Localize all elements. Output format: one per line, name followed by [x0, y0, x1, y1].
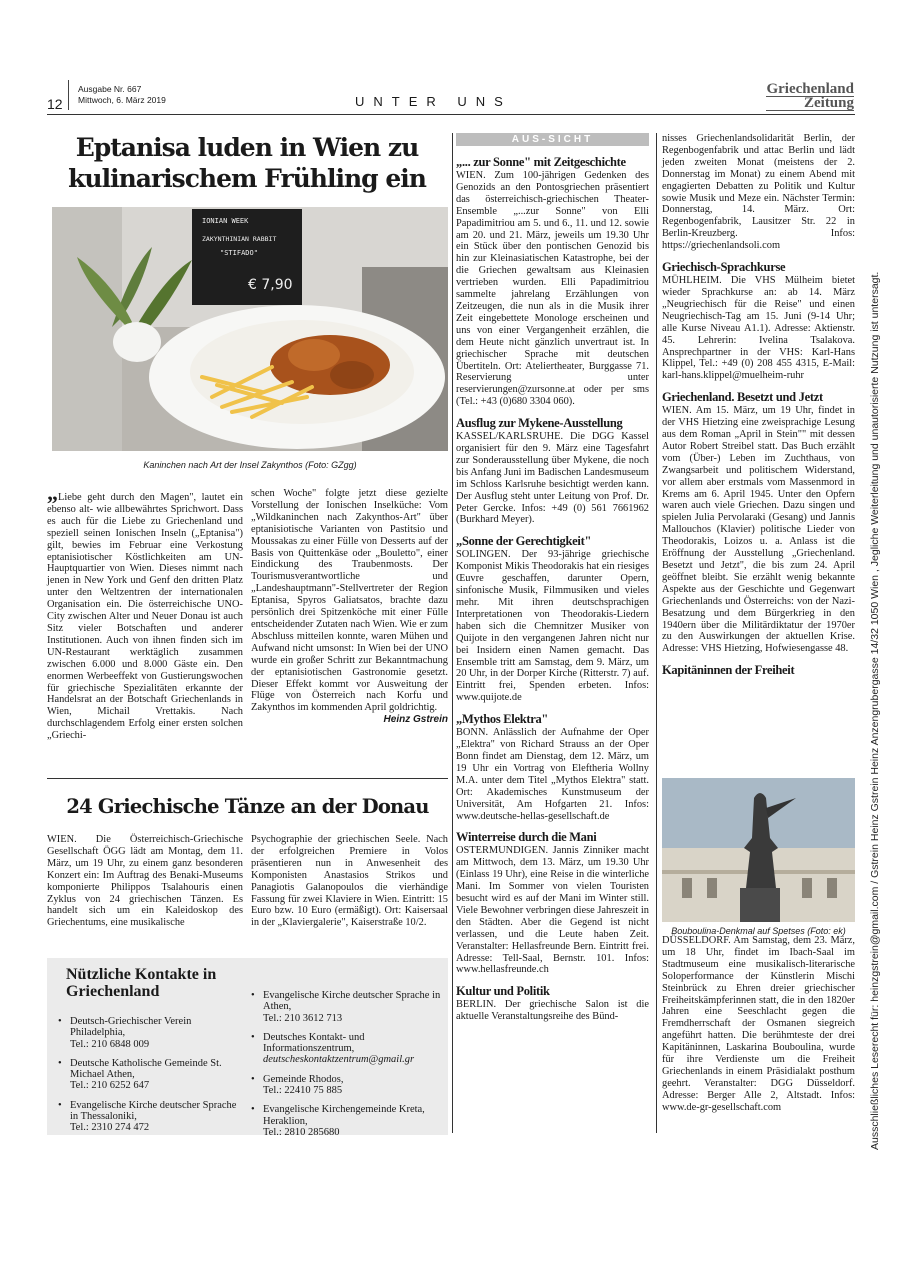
event-text: SOLINGEN. Der 93-jährige griechische Komponist Mikis Theodorakis hat ein riesiges Œuvre geschaffen, darunter Opern, sinfonische Musik, Filmmusiken und vieles mehr. Mit ihren deutschsprachigen Interpretationen von Theodorakis-Liedern haben sich die Chemnitzer Musiker von Quijote in den vergangenen Jahren nicht nur bei Insidern einen Namen gemacht. Das Ensemble tritt am Samstag, dem 9. März, um 20 Uhr, in der Dorper Kirche (Ritterstr. 7) auf. Eintritt frei, Spenden erbeten. Infos: www.quijote.de — [456, 549, 649, 704]
article1-column2 — [251, 488, 448, 725]
event-text: WIEN. Zum 100-jährigen Gedenken des Genozids an den Pontosgriechen präsentiert das österreichisch-griechischen Theater-Ensemble „...zur Sonne" von Elli Papadimitriou am 5. und 6., 11. und 12. sowie am 20. und 21. März, jeweils um 19.30 Uhr ein Stück über den pontischen Genozid bis hin zur Kleinasiatischen Katastrophe, bei der die Griechen gewaltsam aus Kleinasien vertrieben wurden. Elli Papadimitriou sammelte jahrelang Erzählungen von Zeitzeugen, die nun als in die Musik ihrer Zeit eingebettete Monologe erscheinen und uns von einer Vergangenheit erzählen, die dem Heute nicht gänzlich unvertraut ist. In griechischer Sprache mit deutschen Übertiteln. Ort: Ateliertheater, Burggasse 71. Reservierung unter reservierungen@zursonne.at oder per sms (Tel.: +43 (0)680 3304 060). — [456, 170, 649, 408]
event-title: „Sonne der Gerechtigkeit" — [456, 534, 592, 549]
contacts-right-list — [248, 982, 443, 1138]
logo-line1: Griechenland — [766, 81, 854, 97]
aussicht-column1 — [456, 156, 649, 1023]
opening-quote: „ — [47, 480, 58, 505]
svg-text:"STIFADO": "STIFADO" — [220, 249, 258, 257]
section-title: UNTER UNS — [355, 94, 512, 109]
contact-item: • Gemeinde Rhodos, Tel.: 22410 75 885 — [251, 1073, 344, 1097]
contact-item: • Deutsch-Griechischer Verein Philadelphia, Tel.: 210 6848 009 — [58, 1016, 192, 1050]
bouboulina-photo — [662, 778, 855, 922]
aussicht-label: AUS-SICHT — [456, 133, 649, 146]
contact-email[interactable]: deutscheskontaktzentrum@gmail.gr — [263, 1054, 415, 1066]
reader-license-note: Ausschließliches Leserecht für: heinzgstrein@gmail.com / Gstrein Heinz Gstrein Heinz Anzengrubergasse 14/32 1050 Wien , Jegliche Weiterleitung und unautorisierte Nutzung ist untersagt. — [869, 271, 881, 1150]
contacts-left-list — [55, 1008, 245, 1134]
contacts-title: Nützliche Kontakte in Griechenland — [66, 966, 217, 1000]
event-text: BONN. Anlässlich der Aufnahme der Oper „Elektra" von Richard Strauss an der Oper Bonn findet am Dienstag, dem 12. März, um 19 Uhr ein Vortrag von Eleftheria Wollny M.A. unter dem Titel „Mythos Elektra" statt. Ort: Akademisches Kunstmuseum der Universität, Am Hofgarten 21. Infos: www.deutsche-hellas-gesellschaft.de — [456, 727, 649, 822]
event-text: MÜHLHEIM. Die VHS Mülheim bietet wieder Sprachkurse an: ab 14. März „Neugriechisch für die Reise" und einen Neugriechisch-Tag am 15. Juni (9-14 Uhr; alle Kurse Niveau A1.1). Adresse: Aktienstr. 45. Lehrerin: Ivelina Tsalakova. Ansprechpartner in der VHS: Karl-Hans Klippel, Tel.: +49 (0) 208 455 4315, E-Mail: karl-hans.klippel@muelheim-ruhr — [662, 275, 855, 382]
column-divider — [656, 133, 657, 1133]
contact-item: • Evangelische Kirchengemeinde Kreta, Heraklion, Tel.: 2810 285680 — [251, 1104, 425, 1138]
issue-date: Mittwoch, 6. März 2019 — [78, 95, 166, 105]
event-text: nisses Griechenlandsolidarität Berlin, der Regenbogenfabrik und attac Berlin und lädt jeden zweiten Monat (meistens der 2. Donnerstag im Monat) zu einem Abend mit engagierten Debatten zu Politik und Kultur sowie Musik und Meze ein. Nächster Termin: Donnerstag, 14. März. Ort: Regenbogenfabrik, Lausitzer Str. 22 in Berlin-Kreuzberg. Infos: https://griechenlandsoli.com — [662, 133, 855, 252]
article1-title: Eptanisa luden in Wien zu kulinarischem Frühling ein — [68, 133, 426, 193]
event-text: OSTERMUNDIGEN. Jannis Zinniker macht am Mittwoch, dem 13. März, um 19.30 Uhr (Einlass 19 Uhr), eine Reise in die winterliche Mani. Im Sommer von vielen Touristen besucht wird es auf der Mani im Winter still. Viele Bewohner verbringen diese Jahreszeit in den Städten. Aber die Gegend ist nicht verlassen, und die Leute haben Zeit. Veranstalter: Hellasfreunde Bern. Eintritt frei. Adresse: Tell-Saal, Bernstr. 101. Infos: www.hellasfreunde.ch — [456, 845, 649, 976]
article1-author: Heinz Gstrein — [383, 714, 448, 726]
issue-info — [78, 84, 166, 106]
article1-photo-caption: Kaninchen nach Art der Insel Zakynthos (Foto: GZgg) — [143, 460, 357, 470]
article2-column1: WIEN. Die Österreichisch-Griechische Gesellschaft ÖGG lädt am Montag, dem 11. März, um 19 Uhr, zu einem ganz besonderen Konzert ein: Im Auftrag des Benaki-Museums komponierte Philippos Tsalahouris einen Zyklus von 24 griechischen Tänzen. Es handelt sich um ein Kaleidoskop des Griechentums, eine musikalische — [47, 834, 243, 929]
newspaper-logo — [766, 83, 854, 111]
event-title: Griechisch-Sprachkurse — [662, 260, 786, 275]
rabbit-dish-image — [52, 207, 448, 451]
contact-item: • Deutsches Kontakt- und Informationszentrum, deutscheskontaktzentrum@gmail.gr — [248, 1032, 443, 1066]
article1-col1-text: Liebe geht durch den Magen", lautet ein ebenso alt- wie allbewährtes Sprichwort. Dass es auch für die Liebe zu Griechenland und speziell seinen Ionischen Inseln („Eptanisa") gilt, bewies im Februar eine Verkostung eptanisiotischer Köstlichkeiten am UN-Hauptquartier von Wien. Dieses nimmt nach jenen in New York und Genf den dritten Platz unter den Weltzentren der internationalen Organisation ein. Die österreichische UNO-City zwischen Alter und Neuer Donau ist auch Sitz vieler Botschaften und anderer Institutionen. Auch von ihnen finden sich im UN-Restaurant werktäglich zusammen zwischen 6.000 und 8.000 Gäste ein. Den enormen Werbeeffekt von Gustierungswochen für griechische Spezialitäten erkannte der Handelsrat an der Botschaft Griechenlands in Wien, Michail Vrettakis. Nach durchschlagendem Erfolg einer ersten solchen „Griechi- — [47, 492, 243, 742]
svg-text:ZAKYNTHINIAN RABBIT: ZAKYNTHINIAN RABBIT — [202, 235, 277, 243]
page-number: 12 — [47, 96, 63, 112]
contact-item: • Deutsche Katholische Gemeinde St. Michael Athen, Tel.: 210 6252 647 — [58, 1057, 222, 1092]
event-text: KASSEL/KARLSRUHE. Die DGG Kassel organisiert für den 9. März eine Tagesfahrt zur Sonderausstellung über Mykene, die noch bis Anfang Juni im Badischen Landesmuseum im Schloss Karlsruhe besichtigt werden kann. Der Ausflug steht unter Leitung von Prof. Dr. Peter Gercke. Infos: +49 (0) 561 7661962 (Burkhard Meyer). — [456, 431, 649, 526]
aussicht-column2-tail: DÜSSELDORF. Am Samstag, dem 23. März, um 18 Uhr, findet im Ibach-Saal im Stadtmuseum eine musikalisch-literarische Soloperformance der Künstlerin Mischi Steinbrück zu Ehren dreier griechischer Freiheitskämpferinnen statt, die in den 1820er Jahren eine Seeschlacht gegen die Fremdherrschaft der Osmanen siegreich angeführt hatten. Die berühmteste der drei Kapitäninnen, Laskarina Bouboulina, wurde für ihre Verdienste um die Freiheit Griechenlands in einem Präsidialakt posthum geehrt. Veranstalter: DGG Düsseldorf. Adresse: Berger Alle 2, Altstadt. Infos: www.de-gr-gesellschaft.com — [662, 935, 855, 1113]
event-text: BERLIN. Der griechische Salon ist die aktuelle Veranstaltungsreihe des Bünd- — [456, 999, 649, 1023]
event-title: Griechenland. Besetzt und Jetzt — [662, 390, 823, 405]
aussicht-column2 — [662, 133, 855, 678]
svg-text:IONIAN WEEK: IONIAN WEEK — [202, 217, 249, 225]
contact-item: • Evangelische Kirche deutscher Sprache in Thessaloniki, Tel.: 2310 274 472 — [58, 1099, 237, 1134]
article-separator — [47, 778, 448, 779]
monument-image — [662, 778, 855, 922]
event-title: Winterreise durch die Mani — [456, 830, 597, 845]
article1-col2-text: schen Woche" folgte jetzt diese gezielte Vorstellung der Ionischen Inselküche: Vom „Wildkaninchen nach Zakynthos-Art" über eptanisiotische Varianten von Pastitsio und Moussakas zu einer Fülle von Desserts auf der Basis von Quittenkäse oder „Bouletto", einer Eindickung des Traubenmosts. Der Tourismusverantwortliche und „Landeshauptmann"-Stellvertreter der Region Eptanisa, Spyros Galiatsatos, brachte dazu persönlich drei Spitzenköche mit einer Fülle entscheidender Zutaten nach Wien. Wie er zum Abschluss mitteilen konnte, waren Mühen und Aufwand nicht umsonst: In Wien bei der UNO wurde ein großer Schritt zur Bekanntmachung der eptanisiotischen Gastronomie gesetzt. Dieser Effekt kommt vor Ausweitung der Flüge von Österreich nach Korfu und Zakynthos im kommenden April goldrichtig. — [251, 488, 448, 714]
article1-photo — [52, 207, 448, 451]
event-title: „... zur Sonne" mit Zeitgeschichte — [456, 155, 626, 169]
article2-column2: Psychographie der griechischen Seele. Nach der erfolgreichen Premiere in Volos präsentieren nun in Anwesenheit des Komponisten Anastasios Strikos und Panagiotis Galanopoulos die vierhändige Fassung für zwei Klaviere in Wien. Eintritt: 15 Euro bzw. 10 Euro (ermäßigt). Ort: Kaisersaal in der „Klaviergalerie", Kaiserstraße 10/2. — [251, 834, 448, 929]
event-title: Kapitäninnen der Freiheit — [662, 663, 795, 678]
event-title: Kultur und Politik — [456, 984, 550, 999]
header-rule — [47, 114, 855, 115]
contact-item: • Evangelische Kirche deutscher Sprache in Athen, Tel.: 210 3612 713 — [251, 990, 441, 1024]
issue-number: Ausgabe Nr. 667 — [78, 84, 142, 94]
bouboulina-photo-caption: Bouboulina-Denkmal auf Spetses (Foto: ek) — [671, 926, 846, 936]
event-title: „Mythos Elektra" — [456, 712, 549, 727]
event-title: Ausflug zur Mykene-Ausstellung — [456, 416, 623, 431]
article1-column1 — [47, 480, 243, 742]
logo-line2: Zeitung — [766, 97, 854, 111]
article2-title: 24 Griechische Tänze an der Donau — [66, 795, 429, 818]
column-divider — [452, 133, 453, 1133]
header-divider — [68, 80, 69, 110]
event-text: WIEN. Am 15. März, um 19 Uhr, findet in der VHS Hietzing eine zweisprachige Lesung aus dem Roman „April in Stein"" mit dessen Autor Robert Streibel statt. Das Buch erzählt vom (Über-) Leben im Zuchthaus, von Zwangsarbeit und politischem Widerstand, vor allem aber erstmals vom Massenmord in Krems am 6. April 1945. Unter den Opfern waren auch viele Griechen. Dazu singen und spielen Julia Pervolaraki (Gesang) und Jannis Mallouchos (Klavier) politische Lieder von Theodorakis, Loizos u. a. Anlass ist die Eröffnung der Ausstellung „Griechenland. Besetzt und Jetzt", die bis zum 24. April geöffnet bleibt. Sie erzählt wenig bekannte Aspekte aus der Geschichte und Gegenwart Griechenlands und Österreichs: von der Nazi-Besatzung und dem Bürgerkrieg in den 1940ern über die Militärdiktatur der 1970er zu den Auswirkungen der aktuellen Krise. Adresse: VHS Hietzing, Hofwiesengasse 48. — [662, 405, 855, 655]
svg-text:€ 7,90: € 7,90 — [248, 277, 293, 293]
